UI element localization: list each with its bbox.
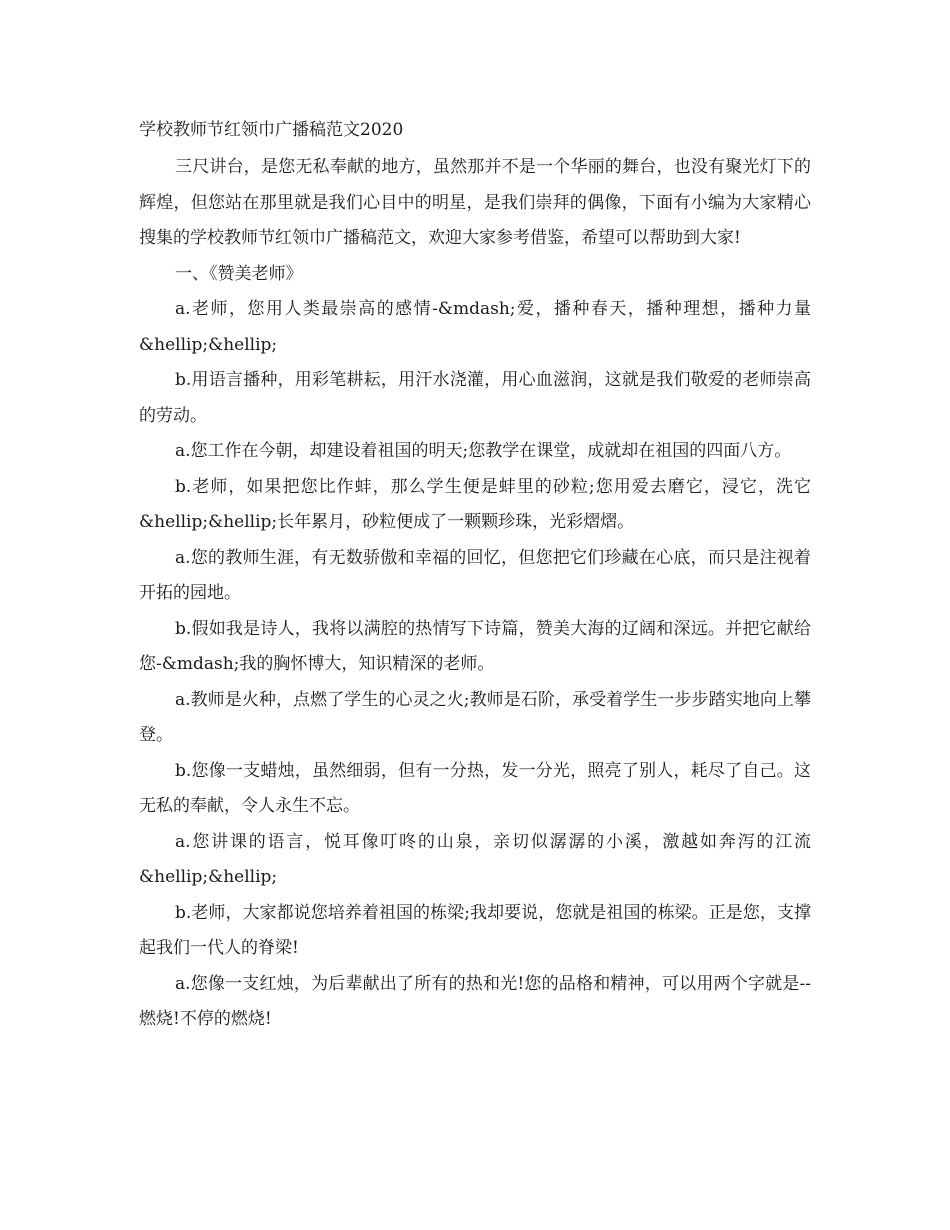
body-paragraph: b.老师，大家都说您培养着祖国的栋梁;我却要说，您就是祖国的栋梁。正是您，支撑起我们一代人的脊梁!: [139, 902, 811, 958]
body-paragraph: b.用语言播种，用彩笔耕耘，用汗水浇灌，用心血滋润，这就是我们敬爱的老师崇高的劳动。: [139, 370, 811, 426]
body-paragraph: a.教师是火种，点燃了学生的心灵之火;教师是石阶，承受着学生一步步踏实地向上攀登。: [139, 689, 811, 745]
body-paragraph: a.您像一支红烛，为后辈献出了所有的热和光!您的品格和精神，可以用两个字就是--燃烧!不停的燃烧!: [139, 973, 811, 1029]
body-paragraph: a.您工作在今朝，却建设着祖国的明天;您教学在课堂，成就却在祖国的四面八方。: [175, 441, 792, 461]
body-paragraph: a.您的教师生涯，有无数骄傲和幸福的回忆，但您把它们珍藏在心底，而只是注视着开拓的园地。: [139, 547, 811, 603]
body-paragraph: b.老师，如果把您比作蚌，那么学生便是蚌里的砂粒;您用爱去磨它，浸它，洗它&hellip;&hellip;长年累月，砂粒便成了一颗颗珍珠，光彩熠熠。: [139, 476, 811, 532]
section-heading: 一、《赞美老师》: [175, 263, 303, 284]
document-title: 学校教师节红领巾广播稿范文2020: [139, 120, 404, 140]
intro-paragraph: 三尺讲台，是您无私奉献的地方，虽然那并不是一个华丽的舞台，也没有聚光灯下的辉煌，但您站在那里就是我们心目中的明星，是我们崇拜的偶像，下面有小编为大家精心搜集的学校教师节红领巾广播稿范文，欢迎大家参考借鉴，希望可以帮助到大家!: [139, 157, 811, 248]
body-paragraph: b.假如我是诗人，我将以满腔的热情写下诗篇，赞美大海的辽阔和深远。并把它献给您-&mdash;我的胸怀博大，知识精深的老师。: [139, 618, 811, 674]
body-paragraph: b.您像一支蜡烛，虽然细弱，但有一分热，发一分光，照亮了别人，耗尽了自己。这无私的奉献，令人永生不忘。: [139, 760, 811, 816]
body-paragraph: a.您讲课的语言，悦耳像叮咚的山泉，亲切似潺潺的小溪，激越如奔泻的江流&hellip;&hellip;: [139, 831, 811, 887]
body-paragraph: a.老师，您用人类最崇高的感情-&mdash;爱，播种春天，播种理想，播种力量&hellip;&hellip;: [139, 299, 811, 355]
document-body: [139, 150, 811, 1038]
